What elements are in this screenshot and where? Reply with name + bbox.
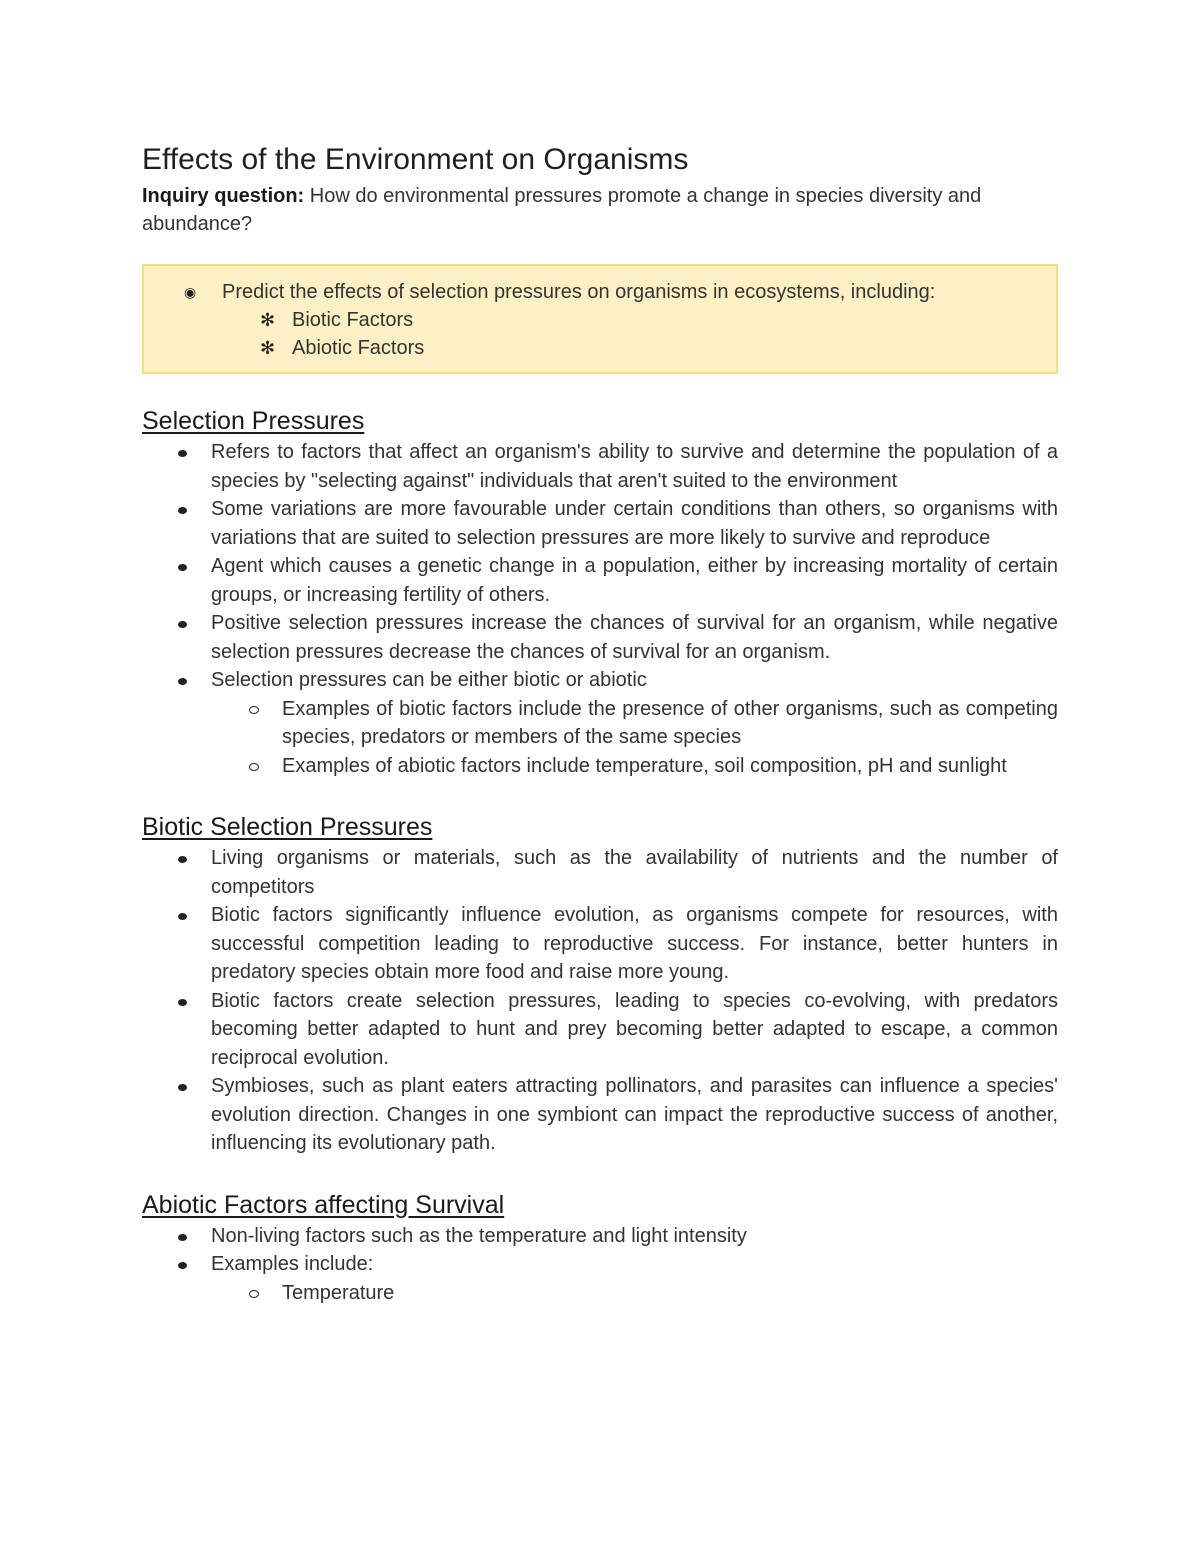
list-item-text: Living organisms or materials, such as the availability of nutrients and the number of competitors bbox=[211, 847, 1058, 898]
section-heading: Abiotic Factors affecting Survival bbox=[142, 1190, 505, 1219]
solid-bullet-icon bbox=[178, 450, 187, 457]
list-item bbox=[142, 666, 1058, 695]
list-item bbox=[142, 1222, 1058, 1251]
asterisk-bullet-icon: ✻ bbox=[260, 338, 276, 358]
solid-bullet-icon bbox=[178, 999, 187, 1006]
hollow-bullet-icon bbox=[249, 1290, 259, 1298]
inquiry-label: Inquiry question: bbox=[142, 185, 305, 207]
list-item-text: Positive selection pressures increase the chances of survival for an organism, while negative selection pressures decrease the chances of survival for an organism. bbox=[211, 612, 1058, 663]
list-item bbox=[142, 438, 1058, 495]
section bbox=[142, 1188, 1058, 1308]
section bbox=[142, 404, 1058, 780]
asterisk-bullet-icon: ✻ bbox=[260, 310, 276, 330]
target-bullet-icon: ◉ bbox=[184, 284, 197, 300]
list-item bbox=[142, 609, 1058, 666]
inquiry-question bbox=[142, 182, 1058, 238]
list-item bbox=[142, 987, 1058, 1073]
callout-sub-text: Biotic Factors bbox=[292, 309, 414, 331]
list-item bbox=[142, 1072, 1058, 1158]
solid-bullet-icon bbox=[178, 564, 187, 571]
document-title: Effects of the Environment on Organisms bbox=[142, 143, 689, 176]
inquiry-text: How do environmental pressures promote a change in species diversity and abundance? bbox=[142, 185, 982, 235]
list-item-text: Temperature bbox=[282, 1281, 395, 1304]
list-item-text: Refers to factors that affect an organism's ability to survive and determine the population of a species by "selecting against" individuals that aren't suited to the environment bbox=[211, 441, 1058, 492]
callout-main-text: Predict the effects of selection pressures on organisms in ecosystems, including: bbox=[222, 281, 936, 303]
list-item bbox=[142, 495, 1058, 552]
hollow-bullet-icon bbox=[249, 763, 259, 771]
list-item bbox=[142, 844, 1058, 901]
list-item bbox=[142, 1279, 1058, 1308]
list-item-text: Examples include: bbox=[211, 1253, 374, 1275]
callout-sub-text: Abiotic Factors bbox=[292, 337, 425, 359]
list-item bbox=[142, 695, 1058, 752]
list-item bbox=[142, 901, 1058, 987]
list-item-text: Examples of biotic factors include the presence of other organisms, such as competing species, predators or members of the same species bbox=[282, 697, 1058, 748]
section-heading: Biotic Selection Pressures bbox=[142, 813, 433, 841]
solid-bullet-icon bbox=[178, 1084, 187, 1091]
hollow-bullet-icon bbox=[249, 706, 259, 714]
solid-bullet-icon bbox=[178, 1262, 187, 1269]
list-item-text: Symbioses, such as plant eaters attracting pollinators, and parasites can influence a species' evolution direction. Changes in one symbiont can impact the reproductive success of another, influencing its evolutionary path. bbox=[211, 1075, 1058, 1154]
list-item bbox=[142, 552, 1058, 609]
list-item-text: Some variations are more favourable under certain conditions than others, so organisms with variations that are suited to selection pressures are more likely to survive and reproduce bbox=[211, 498, 1058, 549]
list-item bbox=[142, 1250, 1058, 1279]
callout-sub-item bbox=[144, 334, 1056, 362]
list-item-text: Selection pressures can be either biotic or abiotic bbox=[211, 669, 647, 691]
callout-sub-item bbox=[144, 306, 1056, 334]
bullet-list bbox=[142, 438, 1058, 780]
section bbox=[142, 810, 1058, 1158]
list-item-text: Agent which causes a genetic change in a population, either by increasing mortality of certain groups, or increasing fertility of others. bbox=[211, 555, 1058, 606]
solid-bullet-icon bbox=[178, 678, 187, 685]
solid-bullet-icon bbox=[178, 856, 187, 863]
list-item-text: Non-living factors such as the temperature and light intensity bbox=[211, 1224, 747, 1247]
syllabus-callout-box bbox=[142, 264, 1058, 374]
document-sections bbox=[142, 404, 1058, 1307]
callout-main-item bbox=[144, 278, 1056, 306]
solid-bullet-icon bbox=[178, 913, 187, 920]
document-body bbox=[142, 140, 1058, 1307]
list-item-text: Biotic factors significantly influence evolution, as organisms compete for resources, with successful competition leading to reproductive success. For instance, better hunters in predatory species obtain more food and raise more young. bbox=[211, 904, 1058, 983]
solid-bullet-icon bbox=[178, 507, 187, 514]
solid-bullet-icon bbox=[178, 1234, 187, 1241]
solid-bullet-icon bbox=[178, 621, 187, 628]
list-item-text: Biotic factors create selection pressures, leading to species co-evolving, with predators becoming better adapted to hunt and prey becoming better adapted to escape, a common reciprocal evolution. bbox=[211, 989, 1058, 1069]
list-item bbox=[142, 752, 1058, 781]
list-item-text: Examples of abiotic factors include temperature, soil composition, pH and sunlight bbox=[282, 754, 1007, 777]
section-heading: Selection Pressures bbox=[142, 407, 365, 435]
bullet-list bbox=[142, 1222, 1058, 1308]
bullet-list bbox=[142, 844, 1058, 1158]
